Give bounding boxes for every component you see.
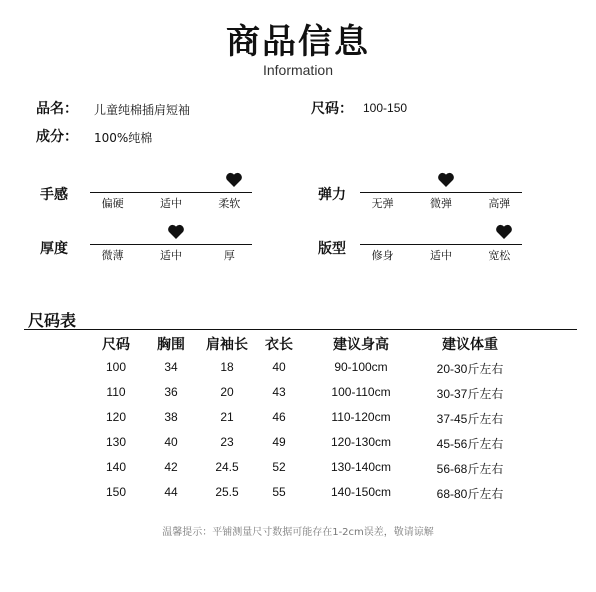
product-name-label: 品名： [36,101,78,117]
size-range-value: 100-150 [363,101,408,115]
scale-option: 修身 [371,249,394,262]
table-cell: 40 [272,360,286,374]
table-cell: 42 [164,460,178,474]
attr-label-elasticity: 弹力 [318,187,346,203]
attr-label-fit: 版型 [318,241,346,257]
table-cell: 45-56斤左右 [436,437,504,451]
attr-scale-thickness [90,244,252,264]
table-cell: 110 [106,385,126,399]
table-cell: 56-68斤左右 [436,462,504,476]
table-cell: 20 [220,385,234,399]
table-cell: 130 [105,435,127,449]
table-header: 肩袖长 [206,337,248,353]
scale-option: 适中 [160,249,182,262]
scale-option: 适中 [160,197,182,210]
attr-label-thickness: 厚度 [40,241,68,257]
scale-option: 柔软 [218,197,241,210]
scale-line [360,192,522,193]
scale-option: 微薄 [101,249,124,262]
table-header: 建议身高 [333,337,389,353]
table-cell: 24.5 [215,460,239,474]
table-cell: 38 [164,410,178,424]
scale-line [90,244,252,245]
table-cell: 40 [164,435,178,449]
heart-icon [167,224,184,239]
material-label: 成分： [36,129,78,145]
table-cell: 25.5 [215,485,239,499]
table-cell: 110-120cm [331,410,391,424]
table-cell: 55 [272,485,286,499]
table-cell: 49 [272,435,286,449]
table-cell: 140-150cm [330,485,392,499]
table-cell: 140 [105,460,127,474]
scale-option: 高弹 [488,197,511,210]
scale-option: 无弹 [371,197,394,210]
material-value: 100%纯棉 [94,131,153,145]
scale-line [90,192,252,193]
table-cell: 21 [220,410,234,424]
heart-icon [496,224,513,239]
scale-option: 适中 [430,249,452,262]
table-cell: 100-110cm [331,385,391,399]
table-cell: 130-140cm [330,460,392,474]
measurement-tip: 温馨提示：平铺测量尺寸数据可能存在1-2cm误差，敬请谅解 [162,527,434,538]
table-cell: 34 [164,360,178,374]
table-cell: 44 [164,485,178,499]
table-cell: 23 [220,435,234,449]
page-title: 商品信息 [226,22,370,62]
table-cell: 43 [272,385,286,399]
size-table-title: 尺码表 [28,311,77,330]
attr-scale-fit [360,244,522,264]
table-cell: 18 [220,360,234,374]
table-cell: 100 [105,360,127,374]
table-cell: 36 [164,385,178,399]
table-cell: 150 [105,485,127,499]
scale-line [360,244,522,245]
size-range-label: 尺码： [311,101,353,117]
table-cell: 68-80斤左右 [436,487,504,501]
scale-option: 偏硬 [101,197,124,210]
table-cell: 90-100cm [334,360,388,374]
table-cell: 46 [272,410,286,424]
attr-label-hand-feel: 手感 [40,187,68,203]
table-cell: 52 [272,460,286,474]
table-header: 衣长 [265,337,293,353]
heart-icon [226,172,243,187]
table-cell: 20-30斤左右 [436,362,504,376]
attr-scale-hand-feel [90,192,252,212]
table-header: 胸围 [157,337,185,353]
product-name-value: 儿童纯棉插肩短袖 [94,103,191,117]
table-cell: 37-45斤左右 [436,412,504,426]
heart-icon [437,172,454,187]
size-table-divider [24,329,577,330]
page-subtitle: Information [262,62,334,78]
table-cell: 120-130cm [330,435,392,449]
table-cell: 30-37斤左右 [436,387,504,401]
scale-option: 厚 [223,249,235,262]
table-cell: 120 [105,410,127,424]
attr-scale-elasticity [360,192,522,212]
scale-option: 宽松 [488,249,511,262]
scale-option: 微弹 [430,197,452,210]
table-header: 建议体重 [442,337,498,353]
table-header: 尺码 [102,337,130,353]
